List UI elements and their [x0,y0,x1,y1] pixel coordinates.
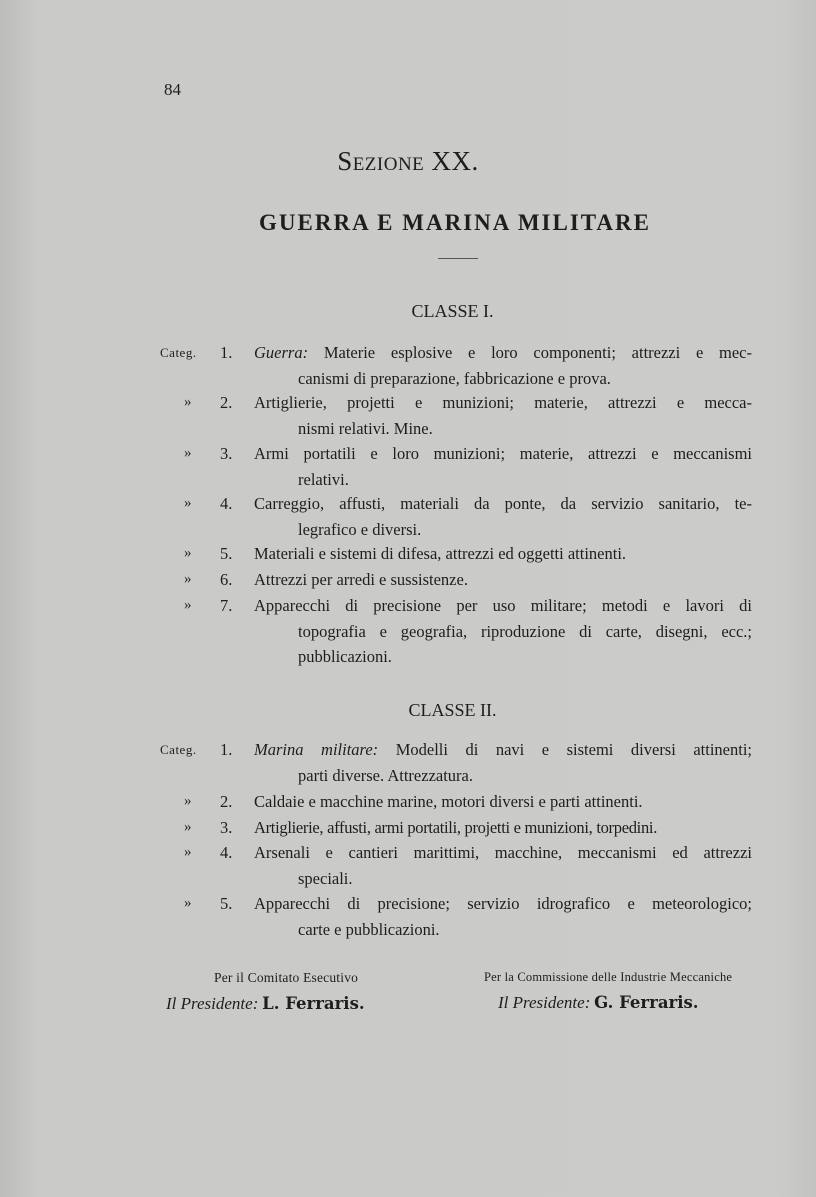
category-number: 1. [220,740,233,759]
category-text: Apparecchi di precisione; servizio idrografico e meteorologico; [254,894,752,913]
ditto-mark: » [184,545,192,561]
ditto-mark: » [184,793,192,809]
signature-name: G. Ferraris. [594,993,699,1012]
category-number: 3. [220,444,233,463]
category-entry [160,840,752,891]
ditto-mark: » [184,445,192,461]
ditto-mark: » [184,495,192,511]
category-number: 5. [220,894,233,913]
category-text: Apparecchi di precisione per uso militare; metodi e lavori di [254,596,752,615]
category-text: canismi di preparazione, fabbricazione e prova. [298,368,611,388]
category-text: parti diverse. Attrezzatura. [298,765,473,785]
category-text: carte e pubblicazioni. [298,919,440,939]
signature-role: Il Presidente: [166,994,259,1013]
category-entry [160,340,752,391]
category-label: Categ. [160,742,197,757]
category-text: Artiglierie, affusti, armi portatili, projetti e munizioni, torpedini. [254,818,658,837]
category-text: speciali. [298,868,353,888]
signature-name: L. Ferraris. [262,994,365,1013]
category-text: Caldaie e macchine marine, motori diversi e parti attinenti. [254,792,643,811]
category-lead: Marina militare: [254,740,379,759]
category-entry [160,541,752,567]
category-text: Arsenali e cantieri marittimi, macchine, meccanismi ed attrezzi [254,843,752,862]
category-number: 3. [220,818,233,837]
section-heading [0,146,816,177]
category-text: Carreggio, affusti, materiali da ponte, da servizio sanitario, te- [254,494,752,513]
page-number: 84 [164,80,181,99]
ditto-mark: » [184,844,192,860]
category-text: topografia e geografia, riproduzione di carte, disegni, ecc.; [298,621,752,641]
category-number: 1. [220,343,233,362]
ditto-mark: » [184,895,192,911]
category-entry [160,789,752,815]
category-label: Categ. [160,345,197,360]
category-entry [160,441,752,492]
category-entry [160,815,752,841]
ditto-mark: » [184,394,192,410]
category-entry [160,593,752,670]
ditto-mark: » [184,571,192,587]
ditto-mark: » [184,819,192,835]
category-number: 2. [220,792,233,811]
class-heading: CLASSE II. [408,700,497,720]
category-text: Modelli di navi e sistemi diversi attinenti; [395,740,752,759]
ditto-mark: » [184,597,192,613]
category-number: 5. [220,544,233,563]
category-entry [160,567,752,593]
category-number: 7. [220,596,233,615]
section-prefix: Sezione [337,146,425,176]
category-text: Artiglierie, projetti e munizioni; materie, attrezzi e mecca- [254,393,752,412]
signature-left [166,970,446,1014]
signature-right [484,970,784,1013]
category-text: Attrezzi per arredi e sussistenze. [254,570,468,589]
category-text: Materie esplosive e loro componenti; attrezzi e mec- [323,343,752,362]
category-number: 4. [220,494,233,513]
category-number: 4. [220,843,233,862]
category-number: 2. [220,393,233,412]
category-entry [160,737,752,788]
category-number: 6. [220,570,233,589]
category-lead: Guerra: [254,343,309,362]
class-heading: CLASSE I. [411,301,494,321]
section-number: XX. [431,146,479,176]
category-entry [160,491,752,542]
category-text: legrafico e diversi. [298,519,422,539]
category-text: relativi. [298,469,349,489]
signature-role: Il Presidente: [498,993,591,1012]
category-text: nismi relativi. Mine. [298,418,433,438]
signature-for: Per il Comitato Esecutivo [214,970,359,985]
category-text: Armi portatili e loro munizioni; materie, attrezzi e meccanismi [254,444,752,463]
category-text: Materiali e sistemi di difesa, attrezzi ed oggetti attinenti. [254,544,627,563]
section-title: GUERRA E MARINA MILITARE [259,210,651,235]
category-entry [160,891,752,942]
category-entry [160,390,752,441]
title-divider [438,258,478,259]
category-text: pubblicazioni. [298,647,392,666]
signature-for: Per la Commissione delle Industrie Meccaniche [484,970,733,984]
